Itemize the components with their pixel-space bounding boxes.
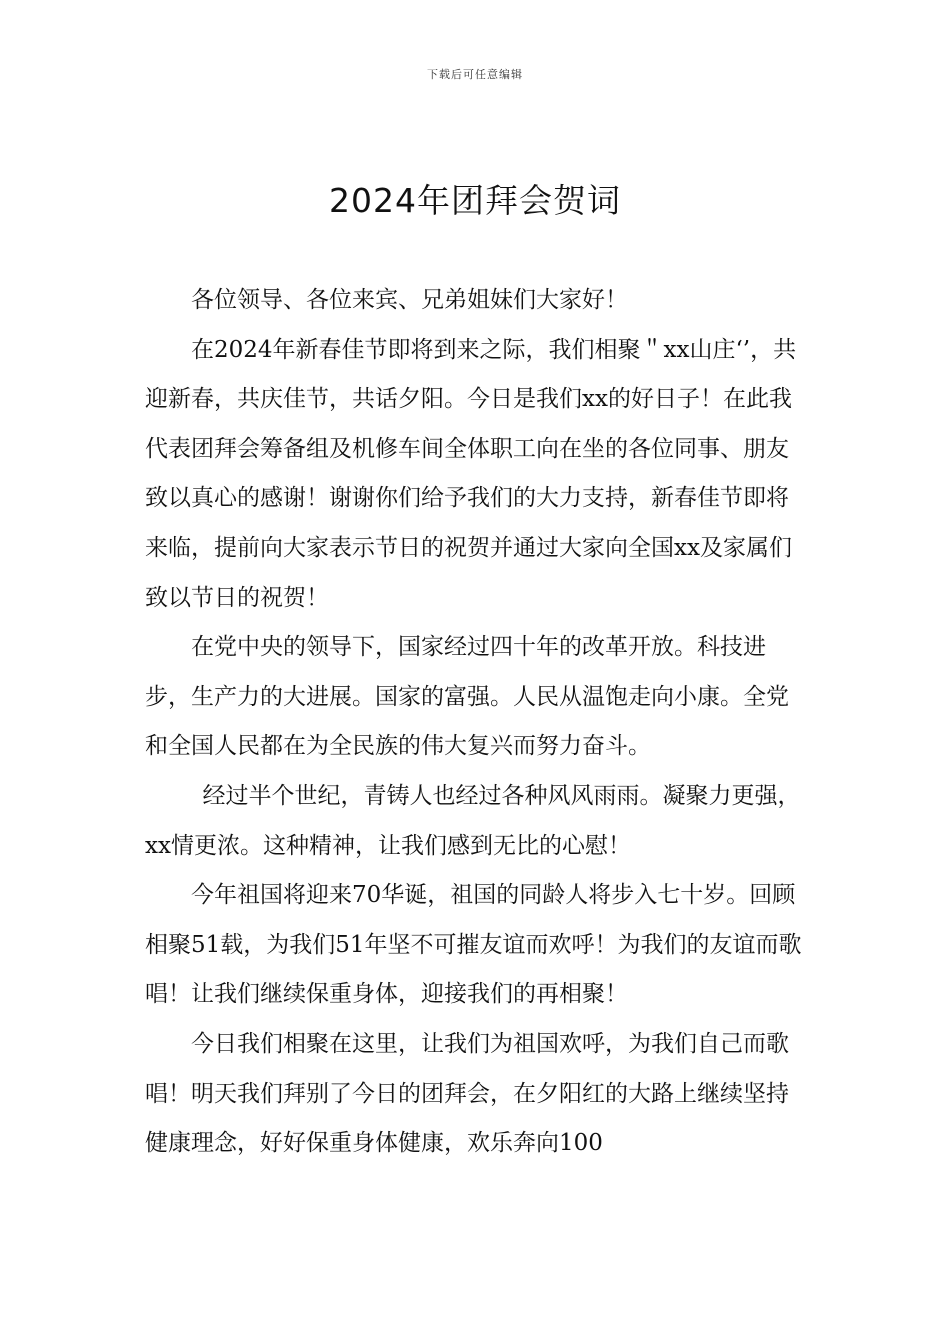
document-body	[145, 276, 810, 1169]
paragraph-spirit: 经过半个世纪，青铸人也经过各种风风雨雨。凝聚力更强，xx情更浓。这种精神，让我们感到无比的心慰！	[145, 782, 801, 859]
paragraph-greeting: 各位领导、各位来宾、兄弟姐妹们大家好！	[191, 287, 628, 313]
paragraph-gathering: 在2024年新春佳节即将到来之际，我们相聚＂xx山庄‘’，共迎新春，共庆佳节，共话夕阳。今日是我们xx的好日子！在此我代表团拜会筹备组及机修车间全体职工向在坐的各位同事、朋友致以真心的感谢！谢谢你们给予我们的大力支持，新春佳节即将来临，提前向大家表示节日的祝贺并通过大家向全国xx及家属们致以节日的祝贺！	[145, 336, 797, 611]
paragraph-closing: 今日我们相聚在这里，让我们为祖国欢呼，为我们自己而歌唱！明天我们拜别了今日的团拜会，在夕阳红的大路上继续坚持健康理念，好好保重身体健康，欢乐奔向100	[145, 1030, 789, 1157]
paragraph-anniversary: 今年祖国将迎来70华诞，祖国的同龄人将步入七十岁。回顾相聚51载，为我们51年坚不可摧友谊而欢呼！为我们的友谊而歌唱！让我们继续保重身体，迎接我们的再相聚！	[145, 882, 802, 1008]
document-title: 2024年团拜会贺词	[329, 181, 621, 220]
paragraph-reform: 在党中央的领导下，国家经过四十年的改革开放。科技进步，生产力的大进展。国家的富强。人民从温饱走向小康。全党和全国人民都在为全民族的伟大复兴而努力奋斗。	[145, 634, 789, 760]
header-note: 下载后可任意编辑	[427, 68, 523, 81]
